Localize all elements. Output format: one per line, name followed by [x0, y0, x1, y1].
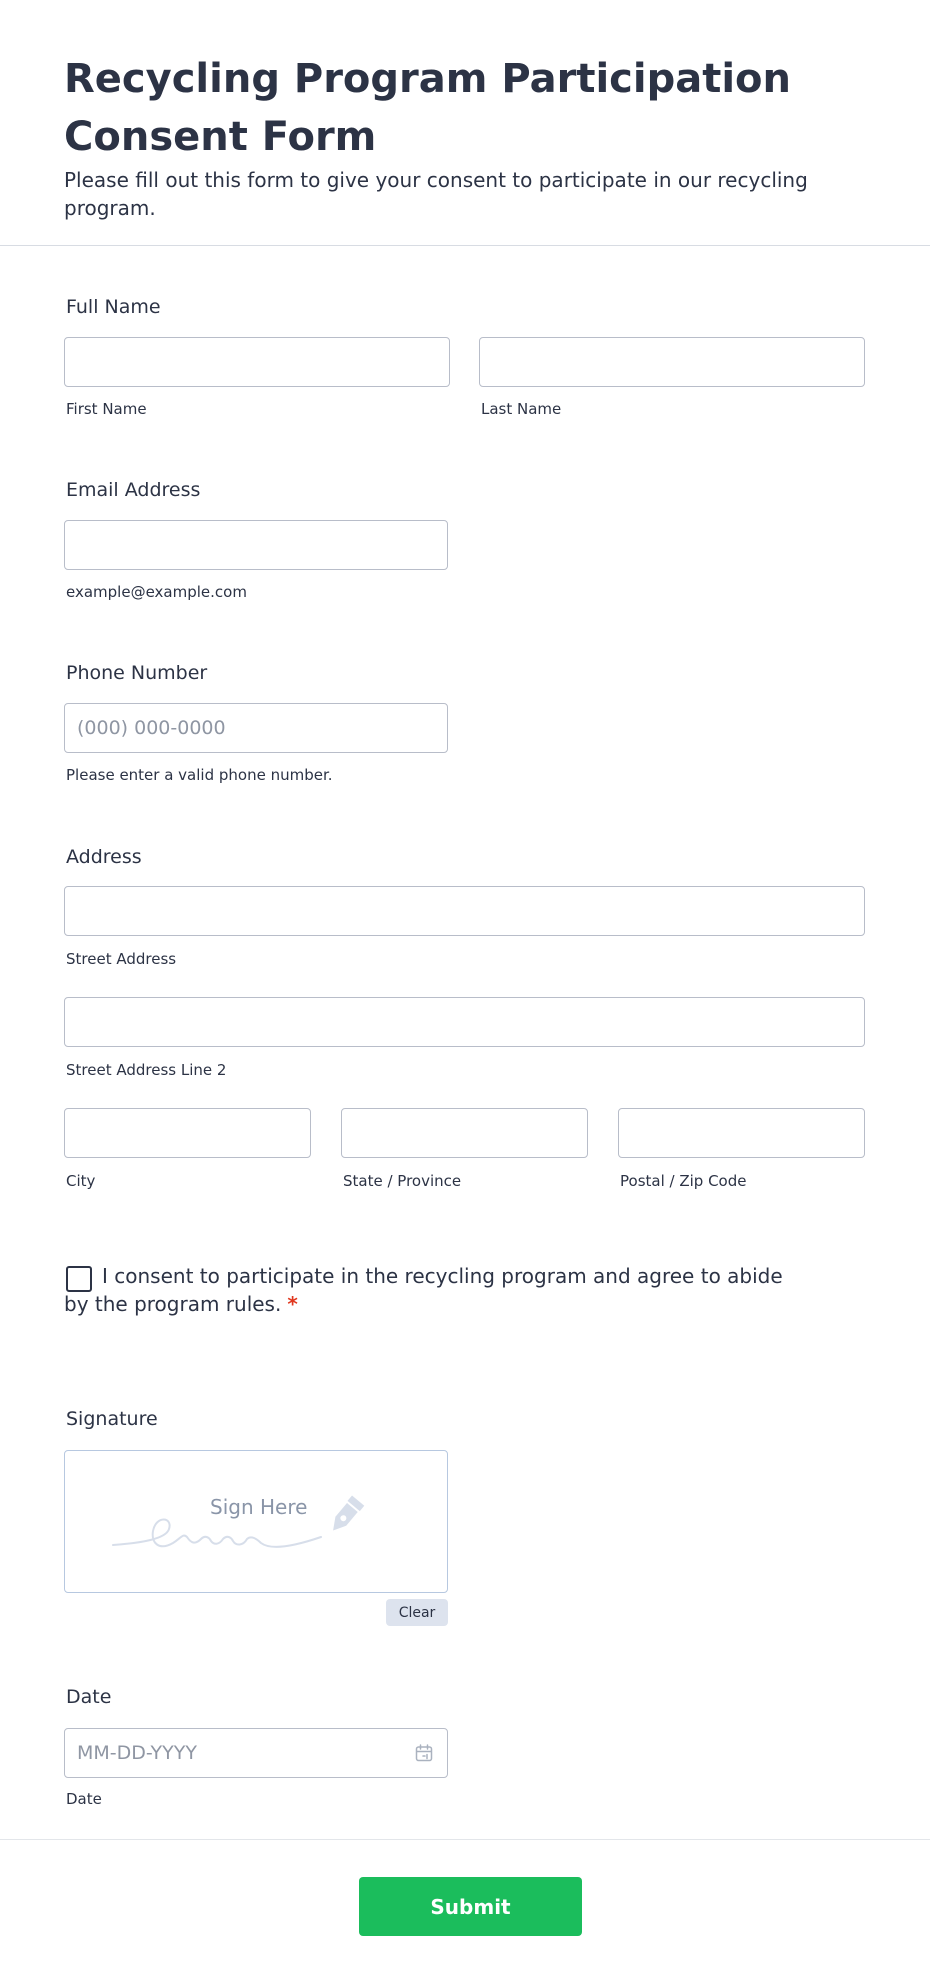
- street-address-input[interactable]: [64, 886, 865, 936]
- city-input[interactable]: [64, 1108, 311, 1158]
- consent-checkbox[interactable]: [66, 1266, 92, 1292]
- zip-input[interactable]: [618, 1108, 865, 1158]
- last-name-sublabel: Last Name: [481, 400, 562, 418]
- signature-label: Signature: [66, 1408, 158, 1430]
- phone-label: Phone Number: [66, 662, 208, 684]
- date-input[interactable]: [64, 1728, 448, 1778]
- street-address-sublabel: Street Address: [66, 950, 177, 968]
- zip-sublabel: Postal / Zip Code: [620, 1172, 747, 1190]
- signature-hint: Sign Here: [210, 1495, 308, 1519]
- consent-text: I consent to participate in the recycling program and agree to abide by the program rules.: [64, 1264, 783, 1316]
- first-name-input[interactable]: [64, 337, 450, 387]
- calendar-icon[interactable]: [414, 1743, 434, 1763]
- form-subtitle: Please fill out this form to give your consent to participate in our recycling program.: [64, 168, 808, 220]
- phone-input[interactable]: [64, 703, 448, 753]
- signature-pen-icon: [111, 1493, 391, 1563]
- form-title: Recycling Program Participation Consent Form: [64, 56, 791, 160]
- state-input[interactable]: [341, 1108, 588, 1158]
- full-name-label: Full Name: [66, 296, 161, 318]
- first-name-sublabel: First Name: [66, 400, 147, 418]
- date-sublabel: Date: [66, 1790, 102, 1808]
- signature-pad[interactable]: [64, 1450, 448, 1593]
- email-label: Email Address: [66, 479, 201, 501]
- date-label: Date: [66, 1686, 112, 1708]
- form-header: [0, 0, 930, 246]
- street-address-line2-input[interactable]: [64, 997, 865, 1047]
- signature-clear-button[interactable]: Clear: [386, 1599, 448, 1626]
- date-field: [64, 1728, 448, 1778]
- consent-label: [64, 1262, 784, 1318]
- phone-sublabel: Please enter a valid phone number.: [66, 766, 333, 784]
- street-address-line2-sublabel: Street Address Line 2: [66, 1061, 227, 1079]
- city-sublabel: City: [66, 1172, 96, 1190]
- email-input[interactable]: [64, 520, 448, 570]
- last-name-input[interactable]: [479, 337, 865, 387]
- required-mark: *: [287, 1292, 298, 1316]
- submit-button[interactable]: Submit: [359, 1877, 582, 1936]
- state-sublabel: State / Province: [343, 1172, 462, 1190]
- address-label: Address: [66, 846, 142, 868]
- email-sublabel: example@example.com: [66, 583, 247, 601]
